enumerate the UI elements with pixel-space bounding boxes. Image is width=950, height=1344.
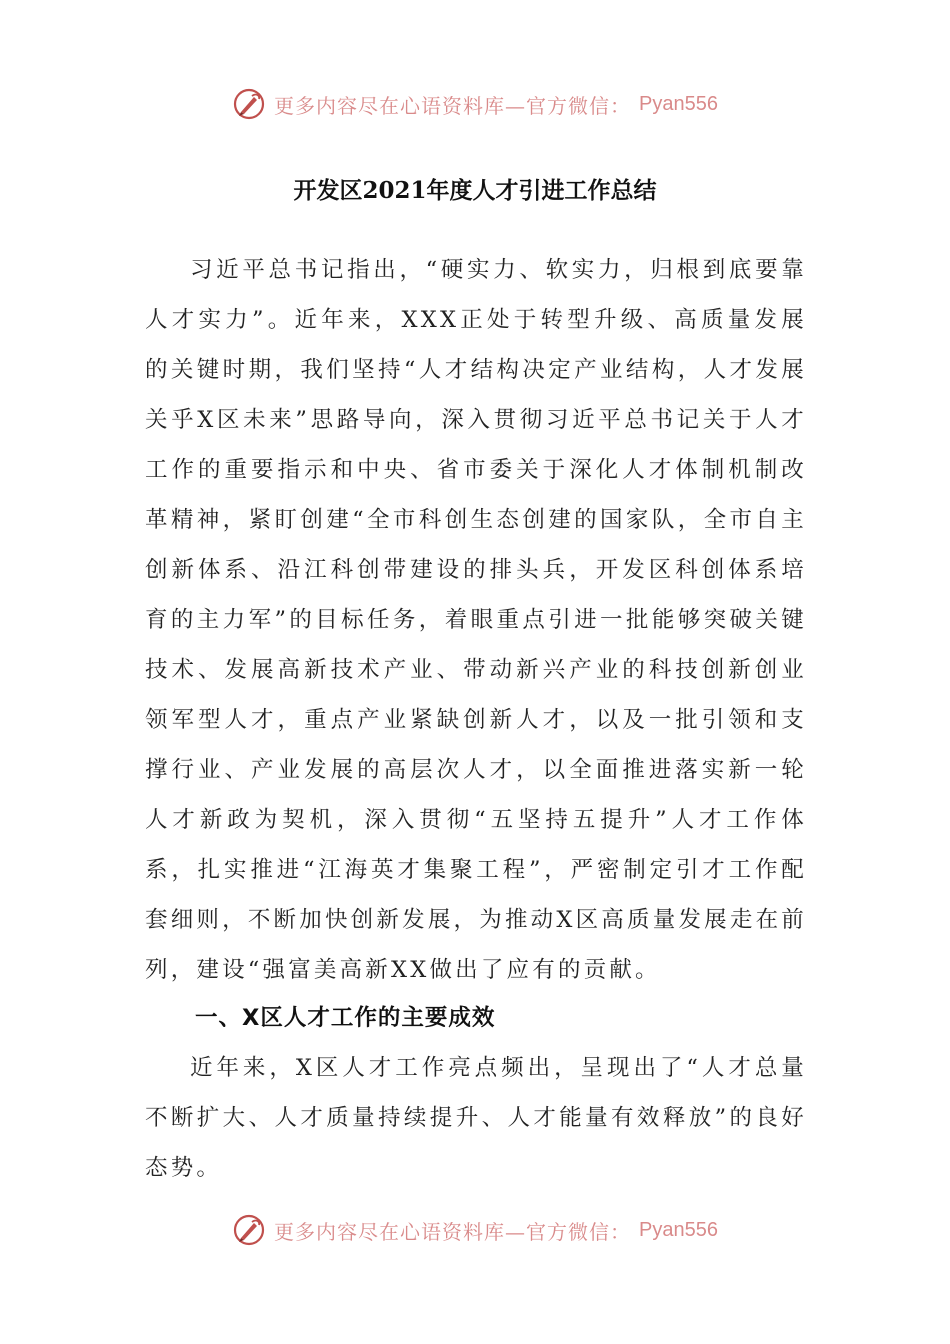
watermark-header: [0, 84, 950, 124]
watermark-handle: Pyan556: [639, 1218, 718, 1241]
pen-logo-icon: [232, 87, 266, 121]
section-heading: 一、X区人才工作的主要成效: [195, 1005, 496, 1031]
watermark-text: 更多内容尽在心语资料库—官方微信：: [274, 1219, 632, 1244]
document-title: 开发区2021年度人才引进工作总结: [293, 177, 657, 204]
watermark-handle: Pyan556: [639, 92, 718, 115]
section-paragraph: 近年来，X区人才工作亮点频出，呈现出了“人才总量不断扩大、人才质量持续提升、人才能量有效释放”的良好态势。: [145, 1055, 807, 1181]
pen-logo-icon: [232, 1213, 266, 1247]
intro-paragraph: 习近平总书记指出，“硬实力、软实力，归根到底要靠人才实力”。近年来，XXX正处于转型升级、高质量发展的关键时期，我们坚持“人才结构决定产业结构，人才发展关乎X区未来”思路导向，深入贯彻习近平总书记关于人才工作的重要指示和中央、省市委关于深化人才体制机制改革精神，紧盯创建“全市科创生态创建的国家队，全市自主创新体系、沿江科创带建设的排头兵，开发区科创体系培育的主力军”的目标任务，着眼重点引进一批能够突破关键技术、发展高新技术产业、带动新兴产业的科技创新创业领军型人才，重点产业紧缺创新人才，以及一批引领和支撑行业、产业发展的高层次人才，以全面推进落实新一轮人才新政为契机，深入贯彻“五坚持五提升”人才工作体系，扎实推进“江海英才集聚工程”，严密制定引才工作配套细则，不断加快创新发展，为推动X区高质量发展走在前列，建设“强富美高新XX做出了应有的贡献。: [145, 257, 807, 983]
watermark-footer: [0, 1210, 950, 1250]
watermark-text: 更多内容尽在心语资料库—官方微信：: [274, 93, 632, 118]
